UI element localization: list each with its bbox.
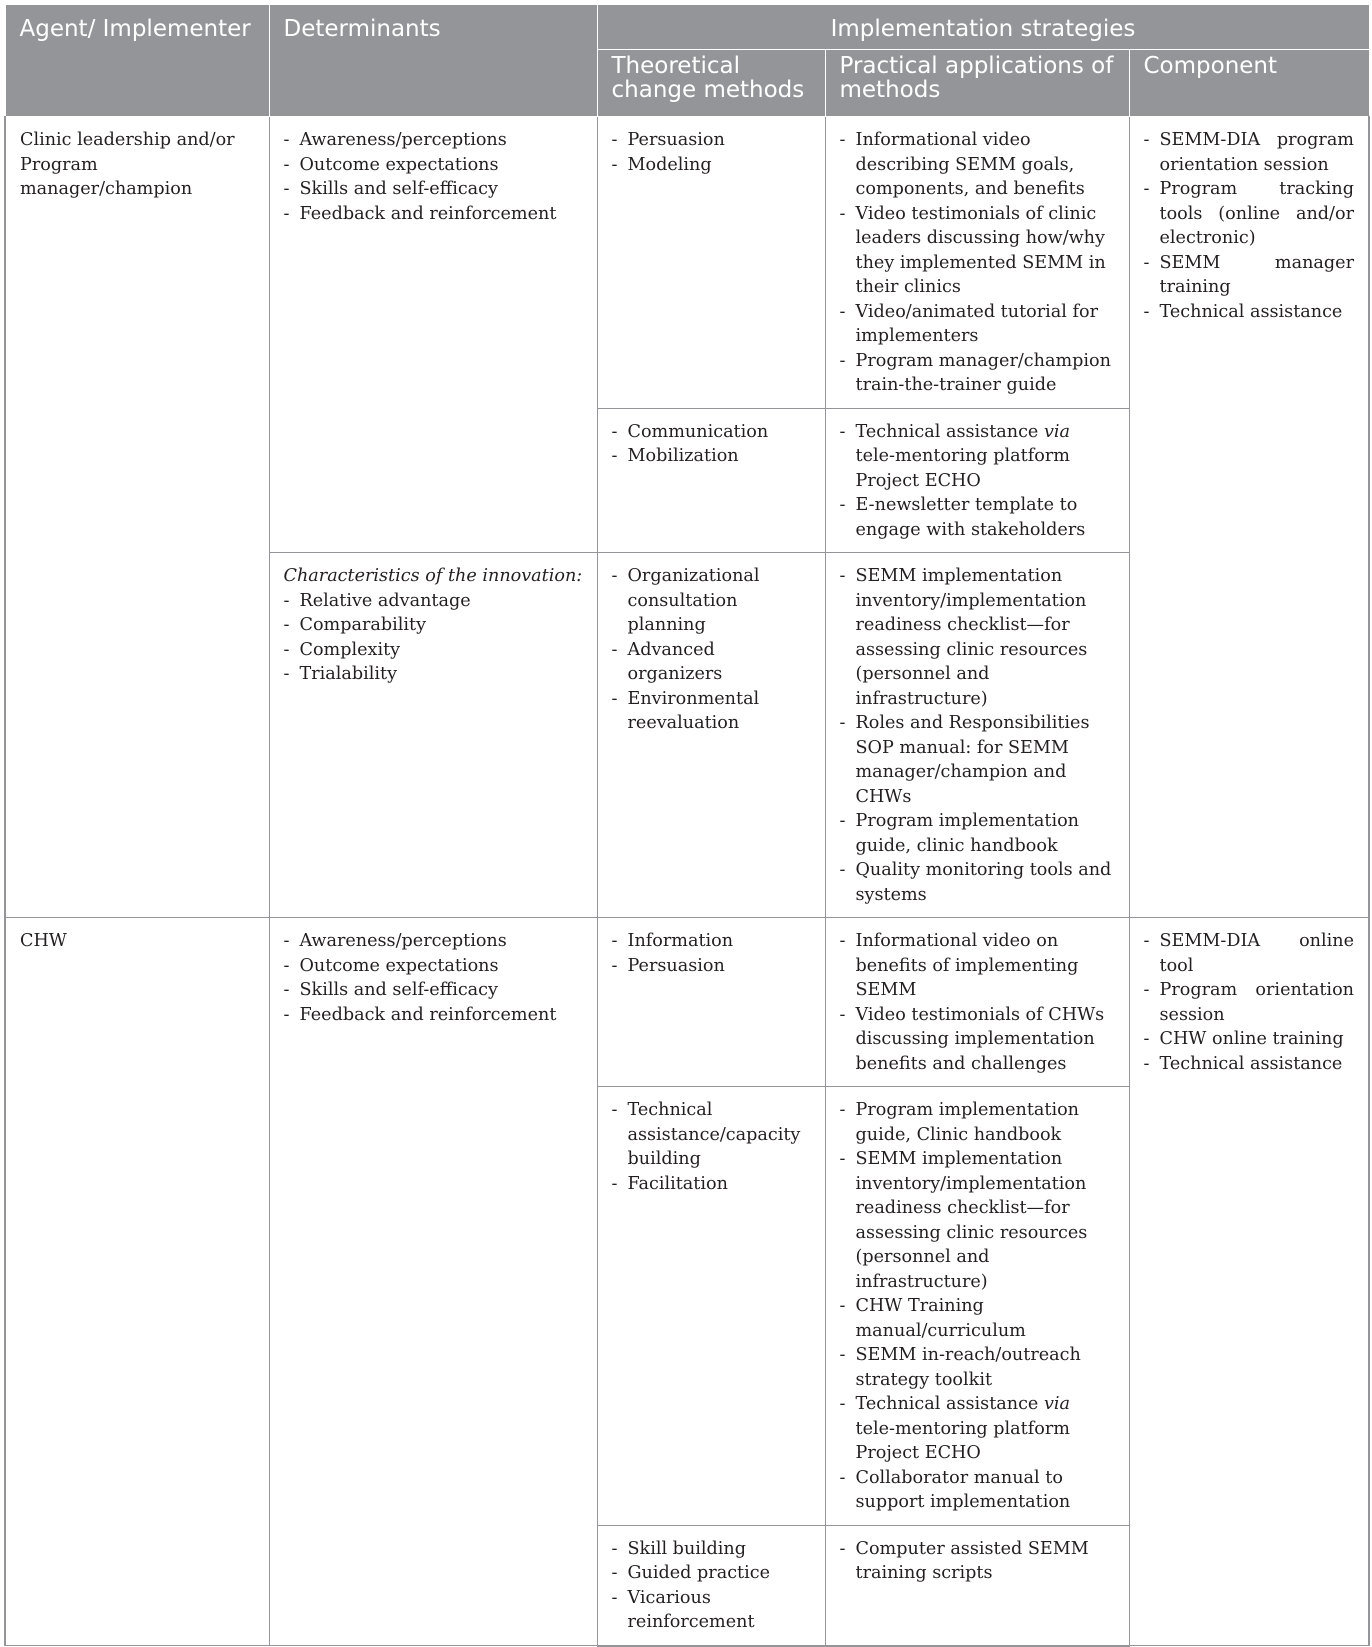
list-item: - Program implementation guide, Clinic handbook — [840, 1098, 1115, 1147]
applications-cell — [825, 1525, 1129, 1646]
list-item: - SEMM implementation inventory/implementation readiness checklist—for assessing clinic resources (personnel and infrastructure) — [840, 1147, 1115, 1294]
list-item: - Video testimonials of clinic leaders discussing how/why they implemented SEMM in their clinics — [840, 202, 1115, 300]
applications-cell — [825, 408, 1129, 553]
list-item: - Video/animated tutorial for implementers — [840, 300, 1115, 349]
table-row — [5, 918, 1369, 1087]
list-item: - Persuasion — [612, 954, 811, 979]
determinants-list — [284, 589, 583, 687]
list-item: - Persuasion — [612, 128, 811, 153]
list-item: - Computer assisted SEMM training scripts — [840, 1537, 1115, 1586]
list-item: - Awareness/perceptions — [284, 929, 583, 954]
list-item: - Program tracking tools (online and/or electronic) — [1144, 177, 1355, 251]
implementation-strategies-table — [4, 4, 1370, 1647]
component-list — [1144, 929, 1355, 1076]
component-cell-clinic — [1129, 117, 1369, 918]
list-item: - Technical assistance — [1144, 1052, 1355, 1077]
methods-list — [612, 1537, 811, 1635]
list-item: - Technical assistance/capacity building — [612, 1098, 811, 1172]
list-item: - Environmental reevaluation — [612, 687, 811, 736]
header-agent: Agent/ Implementer — [5, 5, 269, 117]
list-item: - Relative advantage — [284, 589, 583, 614]
applications-list — [840, 564, 1115, 907]
list-item: - Program orientation session — [1144, 978, 1355, 1027]
determinants-heading: Characteristics of the innovation: — [283, 566, 583, 586]
applications-cell — [825, 553, 1129, 918]
list-item: - Technical assistance — [1144, 300, 1355, 325]
methods-cell — [597, 408, 825, 553]
list-item: - SEMM implementation inventory/implementation readiness checklist—for assessing clinic resources (personnel and infrastructure) — [840, 564, 1115, 711]
header-component: Component — [1129, 50, 1369, 117]
methods-cell — [597, 117, 825, 409]
list-item: - Guided practice — [612, 1561, 811, 1586]
list-item: - SEMM manager training — [1144, 251, 1355, 300]
list-item: - Communication — [612, 420, 811, 445]
list-item: - CHW Training manual/curriculum — [840, 1294, 1115, 1343]
list-item-text: Technical assistance — [855, 421, 1044, 442]
applications-cell — [825, 918, 1129, 1087]
table-container — [4, 4, 1368, 1647]
determinants-list — [284, 929, 583, 1027]
list-item: - Comparability — [284, 613, 583, 638]
list-item: - SEMM-DIA program orientation session — [1144, 128, 1355, 177]
applications-list — [840, 1098, 1115, 1515]
list-item: - Facilitation — [612, 1172, 811, 1197]
list-item: - Complexity — [284, 638, 583, 663]
list-item: - CHW online training — [1144, 1027, 1355, 1052]
agent-cell-chw: CHW — [5, 918, 269, 1646]
methods-cell — [597, 1087, 825, 1526]
list-item: - Program manager/champion train-the-trainer guide — [840, 349, 1115, 398]
list-item: - Trialability — [284, 662, 583, 687]
list-item: - Skill building — [612, 1537, 811, 1562]
header-theoretical-methods: Theoretical change methods — [597, 50, 825, 117]
table-row — [5, 117, 1369, 409]
determinants-cell — [269, 117, 597, 553]
list-item: - SEMM in-reach/outreach strategy toolkit — [840, 1343, 1115, 1392]
list-item: - Organizational consultation planning — [612, 564, 811, 638]
applications-list — [840, 1537, 1115, 1586]
determinants-list — [284, 128, 583, 226]
list-item — [840, 1392, 1115, 1466]
list-item-italic: via — [1043, 421, 1070, 442]
list-item-text: Technical assistance — [855, 1394, 1044, 1414]
methods-cell — [597, 553, 825, 918]
methods-cell — [597, 918, 825, 1087]
list-item: - Mobilization — [612, 444, 811, 469]
list-item: - Feedback and reinforcement — [284, 1003, 583, 1028]
list-item: - Information — [612, 929, 811, 954]
methods-list — [612, 564, 811, 736]
applications-cell — [825, 1087, 1129, 1526]
list-item: - Modeling — [612, 153, 811, 178]
header-practical-applications: Practical applications of methods — [825, 50, 1129, 117]
component-list — [1144, 128, 1355, 324]
list-item: - Video testimonials of CHWs discussing implementation benefits and challenges — [840, 1003, 1115, 1077]
list-item: - Advanced organizers — [612, 638, 811, 687]
component-cell-chw — [1129, 918, 1369, 1646]
list-item: - Vicarious reinforcement — [612, 1586, 811, 1635]
list-item: - Skills and self-efficacy — [284, 177, 583, 202]
list-item: - Feedback and reinforcement — [284, 202, 583, 227]
list-item-text: tele-mentoring platform Project ECHO — [855, 1418, 1070, 1463]
applications-list — [840, 420, 1115, 543]
list-item: - Informational video on benefits of implementing SEMM — [840, 929, 1115, 1003]
applications-list — [840, 929, 1115, 1076]
list-item-text: tele-mentoring platform Project ECHO — [855, 446, 1070, 491]
list-item: - Skills and self-efficacy — [284, 978, 583, 1003]
list-item: - Program implementation guide, clinic handbook — [840, 809, 1115, 858]
list-item: - Quality monitoring tools and systems — [840, 858, 1115, 907]
list-item: - SEMM-DIA online tool — [1144, 929, 1355, 978]
list-item: - Outcome expectations — [284, 954, 583, 979]
list-item-italic: via — [1043, 1394, 1070, 1414]
list-item: - Informational video describing SEMM goals, components, and benefits — [840, 128, 1115, 202]
methods-list — [612, 1098, 811, 1196]
agent-cell-clinic: Clinic leadership and/or Program manager/champion — [5, 117, 269, 918]
table-header — [5, 5, 1369, 117]
methods-list — [612, 128, 811, 177]
list-item — [840, 420, 1115, 494]
header-implementation-strategies: Implementation strategies — [597, 5, 1369, 50]
list-item: - Roles and Responsibilities SOP manual: for SEMM manager/champion and CHWs — [840, 711, 1115, 809]
applications-cell — [825, 117, 1129, 409]
determinants-cell — [269, 918, 597, 1646]
header-determinants: Determinants — [269, 5, 597, 117]
list-item: - Collaborator manual to support implementation — [840, 1466, 1115, 1515]
methods-cell — [597, 1525, 825, 1646]
list-item: - Outcome expectations — [284, 153, 583, 178]
list-item: - Awareness/perceptions — [284, 128, 583, 153]
list-item: - E-newsletter template to engage with stakeholders — [840, 493, 1115, 542]
methods-list — [612, 420, 811, 469]
methods-list — [612, 929, 811, 978]
determinants-cell — [269, 553, 597, 918]
applications-list — [840, 128, 1115, 398]
